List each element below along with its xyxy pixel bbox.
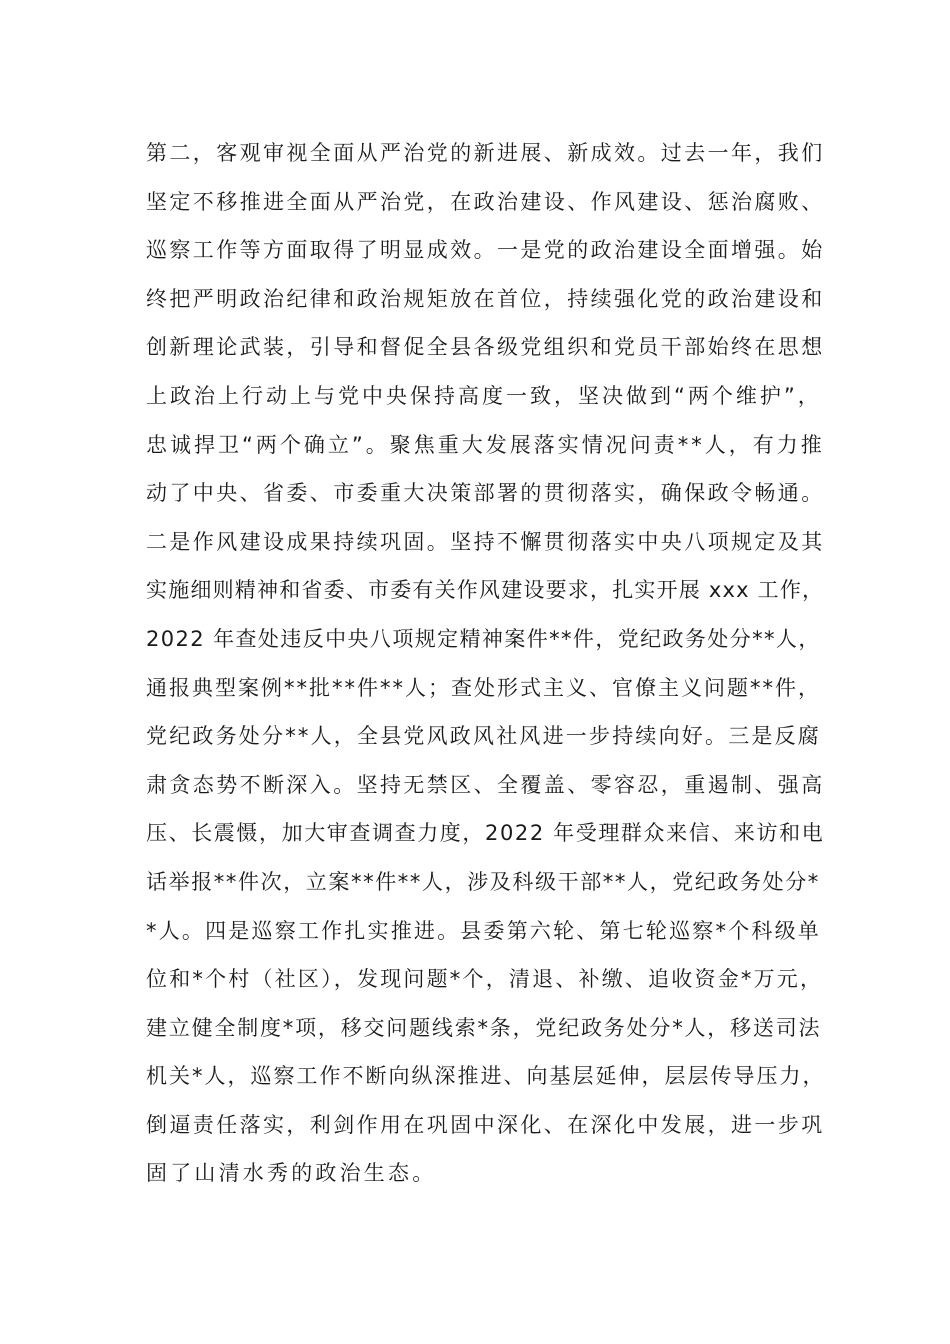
text-line-14: 肃贪态势不断深入。坚持无禁区、全覆盖、零容忍，重遏制、强高 [146,772,825,797]
text-line-19: 建立健全制度*项，移交问题线索*条，党纪政务处分*人，移送司法 [146,1015,822,1040]
text-line-16: 话举报**件次，立案**件**人，涉及科级干部**人，党纪政务处分* [146,869,820,894]
text-line-3: 巡察工作等方面取得了明显成效。一是党的政治建设全面增强。始 [146,238,825,263]
body-paragraph [146,133,826,1202]
text-line-7: 忠诚捍卫“两个确立”。聚焦重大发展落实情况问责**人，有力推 [146,432,825,457]
text-line-11: 2022 年查处违反中央八项规定精神案件**件，党纪政务处分**人， [146,626,821,651]
text-line-4: 终把严明政治纪律和政治规矩放在首位，持续强化党的政治建设和 [146,286,825,311]
text-line-15: 压、长震慑，加大审查调查力度，2022 年受理群众来信、来访和电 [146,821,825,846]
text-line-13: 党纪政务处分**人，全县党风政风社风进一步持续向好。三是反腐 [146,724,821,749]
text-line-21: 倒逼责任落实，利剑作用在巩固中深化、在深化中发展，进一步巩 [146,1112,825,1137]
text-line-22: 固了山清水秀的政治生态。 [146,1161,437,1186]
text-line-8: 动了中央、省委、市委重大决策部署的贯彻落实，确保政令畅通。 [146,481,825,506]
text-line-1: 第二，客观审视全面从严治党的新进展、新成效。过去一年，我们 [146,141,825,165]
text-line-18: 位和*个村（社区），发现问题*个，清退、补缴、追收资金*万元， [146,967,824,992]
text-line-10: 实施细则精神和省委、市委有关作风建设要求，扎实开展 xxx 工作， [146,578,825,603]
text-line-12: 通报典型案例**批**件**人；查处形式主义、官僚主义问题**件， [146,675,821,700]
text-line-2: 坚定不移推进全面从严治党，在政治建设、作风建设、惩治腐败、 [146,189,825,214]
text-line-9: 二是作风建设成果持续巩固。坚持不懈贯彻落实中央八项规定及其 [146,529,825,554]
text-line-6: 上政治上行动上与党中央保持高度一致，坚决做到“两个维护”， [146,383,822,408]
text-line-5: 创新理论武装，引导和督促全县各级党组织和党员干部始终在思想 [146,335,825,360]
text-line-17: *人。四是巡察工作扎实推进。县委第六轮、第七轮巡察*个科级单 [146,918,821,943]
text-line-20: 机关*人，巡察工作不断向纵深推进、向基层延伸，层层传导压力， [146,1064,826,1089]
